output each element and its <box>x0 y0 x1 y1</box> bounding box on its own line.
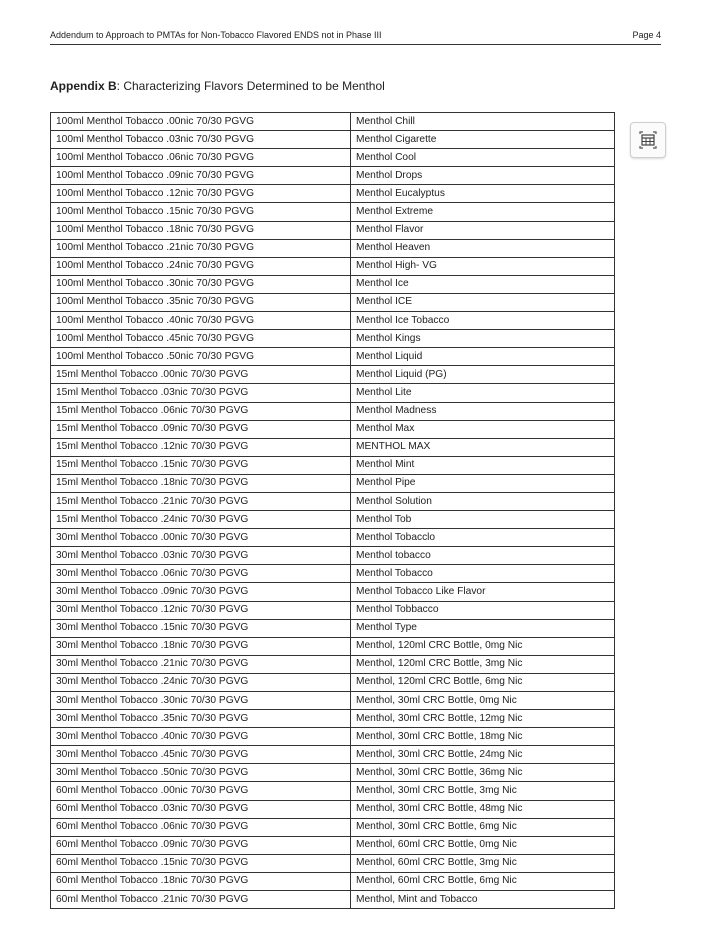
flavor-name-cell: Menthol Eucalyptus <box>351 185 615 203</box>
product-name-cell: 30ml Menthol Tobacco .21nic 70/30 PGVG <box>51 655 351 673</box>
product-name-cell: 15ml Menthol Tobacco .12nic 70/30 PGVG <box>51 438 351 456</box>
flavor-name-cell: Menthol Drops <box>351 167 615 185</box>
table-row <box>51 782 615 800</box>
table-row <box>51 746 615 764</box>
product-name-cell: 100ml Menthol Tobacco .12nic 70/30 PGVG <box>51 185 351 203</box>
table-row <box>51 420 615 438</box>
table-row <box>51 619 615 637</box>
product-name-cell: 60ml Menthol Tobacco .06nic 70/30 PGVG <box>51 818 351 836</box>
flavor-name-cell: Menthol Liquid <box>351 348 615 366</box>
flavor-name-cell: Menthol Ice <box>351 275 615 293</box>
menthol-flavors-table <box>50 112 615 909</box>
flavor-name-cell: Menthol Cigarette <box>351 131 615 149</box>
appendix-description: : Characterizing Flavors Determined to be Menthol <box>116 79 385 93</box>
table-row <box>51 836 615 854</box>
flavor-name-cell: Menthol Solution <box>351 492 615 510</box>
flavor-name-cell: Menthol, 60ml CRC Bottle, 3mg Nic <box>351 854 615 872</box>
flavor-name-cell: Menthol Chill <box>351 113 615 131</box>
product-name-cell: 15ml Menthol Tobacco .18nic 70/30 PGVG <box>51 474 351 492</box>
table-row <box>51 673 615 691</box>
appendix-label: Appendix B <box>50 79 117 93</box>
product-name-cell: 100ml Menthol Tobacco .45nic 70/30 PGVG <box>51 330 351 348</box>
document-title: Addendum to Approach to PMTAs for Non-Tobacco Flavored ENDS not in Phase III <box>50 30 382 40</box>
table-row <box>51 854 615 872</box>
product-name-cell: 15ml Menthol Tobacco .00nic 70/30 PGVG <box>51 366 351 384</box>
product-name-cell: 15ml Menthol Tobacco .24nic 70/30 PGVG <box>51 511 351 529</box>
appendix-heading <box>50 79 385 93</box>
table-row <box>51 547 615 565</box>
product-name-cell: 30ml Menthol Tobacco .35nic 70/30 PGVG <box>51 710 351 728</box>
table-row <box>51 456 615 474</box>
product-name-cell: 100ml Menthol Tobacco .21nic 70/30 PGVG <box>51 239 351 257</box>
flavor-name-cell: Menthol High- VG <box>351 257 615 275</box>
product-name-cell: 15ml Menthol Tobacco .03nic 70/30 PGVG <box>51 384 351 402</box>
table-row <box>51 565 615 583</box>
flavor-name-cell: Menthol, 30ml CRC Bottle, 6mg Nic <box>351 818 615 836</box>
product-name-cell: 30ml Menthol Tobacco .00nic 70/30 PGVG <box>51 529 351 547</box>
product-name-cell: 30ml Menthol Tobacco .45nic 70/30 PGVG <box>51 746 351 764</box>
table-row <box>51 312 615 330</box>
flavor-name-cell: Menthol Tobacco Like Flavor <box>351 583 615 601</box>
flavor-name-cell: Menthol, 120ml CRC Bottle, 3mg Nic <box>351 655 615 673</box>
flavor-name-cell: Menthol, 30ml CRC Bottle, 0mg Nic <box>351 692 615 710</box>
table-row <box>51 474 615 492</box>
flavor-name-cell: Menthol Mint <box>351 456 615 474</box>
table-row <box>51 529 615 547</box>
product-name-cell: 30ml Menthol Tobacco .06nic 70/30 PGVG <box>51 565 351 583</box>
table-row <box>51 511 615 529</box>
table-row <box>51 203 615 221</box>
product-name-cell: 100ml Menthol Tobacco .18nic 70/30 PGVG <box>51 221 351 239</box>
product-name-cell: 100ml Menthol Tobacco .24nic 70/30 PGVG <box>51 257 351 275</box>
table-row <box>51 764 615 782</box>
page-number: Page 4 <box>632 30 661 40</box>
flavor-name-cell: Menthol, 30ml CRC Bottle, 18mg Nic <box>351 728 615 746</box>
flavor-name-cell: Menthol Max <box>351 420 615 438</box>
flavor-name-cell: Menthol Flavor <box>351 221 615 239</box>
table-row <box>51 818 615 836</box>
flavor-name-cell: Menthol, 30ml CRC Bottle, 3mg Nic <box>351 782 615 800</box>
product-name-cell: 30ml Menthol Tobacco .15nic 70/30 PGVG <box>51 619 351 637</box>
flavor-name-cell: Menthol Pipe <box>351 474 615 492</box>
flavor-name-cell: Menthol, 30ml CRC Bottle, 12mg Nic <box>351 710 615 728</box>
table-row <box>51 275 615 293</box>
flavor-name-cell: Menthol Tobacclo <box>351 529 615 547</box>
product-name-cell: 60ml Menthol Tobacco .15nic 70/30 PGVG <box>51 854 351 872</box>
table-icon[interactable] <box>630 122 666 158</box>
flavor-name-cell: Menthol Tob <box>351 511 615 529</box>
table-row <box>51 293 615 311</box>
product-name-cell: 100ml Menthol Tobacco .09nic 70/30 PGVG <box>51 167 351 185</box>
product-name-cell: 100ml Menthol Tobacco .00nic 70/30 PGVG <box>51 113 351 131</box>
table-row <box>51 728 615 746</box>
table-body <box>51 113 615 909</box>
flavor-name-cell: Menthol Type <box>351 619 615 637</box>
flavor-name-cell: Menthol Heaven <box>351 239 615 257</box>
table-row <box>51 366 615 384</box>
flavor-name-cell: Menthol Liquid (PG) <box>351 366 615 384</box>
flavor-name-cell: Menthol, 120ml CRC Bottle, 6mg Nic <box>351 673 615 691</box>
product-name-cell: 15ml Menthol Tobacco .09nic 70/30 PGVG <box>51 420 351 438</box>
flavor-name-cell: Menthol tobacco <box>351 547 615 565</box>
flavor-name-cell: Menthol ICE <box>351 293 615 311</box>
product-name-cell: 30ml Menthol Tobacco .03nic 70/30 PGVG <box>51 547 351 565</box>
table-row <box>51 583 615 601</box>
flavor-name-cell: Menthol Madness <box>351 402 615 420</box>
product-name-cell: 30ml Menthol Tobacco .18nic 70/30 PGVG <box>51 637 351 655</box>
table-row <box>51 167 615 185</box>
product-name-cell: 100ml Menthol Tobacco .40nic 70/30 PGVG <box>51 312 351 330</box>
table-row <box>51 239 615 257</box>
table-row <box>51 131 615 149</box>
product-name-cell: 60ml Menthol Tobacco .03nic 70/30 PGVG <box>51 800 351 818</box>
product-name-cell: 15ml Menthol Tobacco .21nic 70/30 PGVG <box>51 492 351 510</box>
product-name-cell: 100ml Menthol Tobacco .15nic 70/30 PGVG <box>51 203 351 221</box>
table-row <box>51 348 615 366</box>
table-row <box>51 891 615 909</box>
flavor-name-cell: Menthol, 60ml CRC Bottle, 0mg Nic <box>351 836 615 854</box>
table-row <box>51 330 615 348</box>
table-row <box>51 384 615 402</box>
table-row <box>51 402 615 420</box>
flavor-name-cell: MENTHOL MAX <box>351 438 615 456</box>
table-row <box>51 800 615 818</box>
product-name-cell: 30ml Menthol Tobacco .30nic 70/30 PGVG <box>51 692 351 710</box>
flavor-name-cell: Menthol Lite <box>351 384 615 402</box>
product-name-cell: 100ml Menthol Tobacco .30nic 70/30 PGVG <box>51 275 351 293</box>
flavor-name-cell: Menthol Kings <box>351 330 615 348</box>
flavor-name-cell: Menthol Ice Tobacco <box>351 312 615 330</box>
product-name-cell: 60ml Menthol Tobacco .18nic 70/30 PGVG <box>51 872 351 890</box>
table-grid-icon <box>637 129 659 151</box>
product-name-cell: 60ml Menthol Tobacco .09nic 70/30 PGVG <box>51 836 351 854</box>
table-row <box>51 637 615 655</box>
product-name-cell: 100ml Menthol Tobacco .06nic 70/30 PGVG <box>51 149 351 167</box>
product-name-cell: 15ml Menthol Tobacco .15nic 70/30 PGVG <box>51 456 351 474</box>
page-header <box>50 30 661 45</box>
flavor-name-cell: Menthol, 30ml CRC Bottle, 24mg Nic <box>351 746 615 764</box>
table-row <box>51 221 615 239</box>
flavor-name-cell: Menthol, 60ml CRC Bottle, 6mg Nic <box>351 872 615 890</box>
table-row <box>51 149 615 167</box>
flavor-name-cell: Menthol, 120ml CRC Bottle, 0mg Nic <box>351 637 615 655</box>
product-name-cell: 30ml Menthol Tobacco .24nic 70/30 PGVG <box>51 673 351 691</box>
product-name-cell: 15ml Menthol Tobacco .06nic 70/30 PGVG <box>51 402 351 420</box>
flavor-name-cell: Menthol, 30ml CRC Bottle, 36mg Nic <box>351 764 615 782</box>
flavor-name-cell: Menthol Cool <box>351 149 615 167</box>
table-row <box>51 438 615 456</box>
product-name-cell: 60ml Menthol Tobacco .21nic 70/30 PGVG <box>51 891 351 909</box>
table-row <box>51 185 615 203</box>
flavor-name-cell: Menthol, Mint and Tobacco <box>351 891 615 909</box>
product-name-cell: 30ml Menthol Tobacco .09nic 70/30 PGVG <box>51 583 351 601</box>
table-row <box>51 492 615 510</box>
product-name-cell: 100ml Menthol Tobacco .35nic 70/30 PGVG <box>51 293 351 311</box>
product-name-cell: 100ml Menthol Tobacco .03nic 70/30 PGVG <box>51 131 351 149</box>
table-row <box>51 257 615 275</box>
product-name-cell: 30ml Menthol Tobacco .40nic 70/30 PGVG <box>51 728 351 746</box>
flavor-name-cell: Menthol Extreme <box>351 203 615 221</box>
flavor-name-cell: Menthol Tobacco <box>351 565 615 583</box>
table-row <box>51 113 615 131</box>
flavor-name-cell: Menthol, 30ml CRC Bottle, 48mg Nic <box>351 800 615 818</box>
product-name-cell: 30ml Menthol Tobacco .12nic 70/30 PGVG <box>51 601 351 619</box>
product-name-cell: 30ml Menthol Tobacco .50nic 70/30 PGVG <box>51 764 351 782</box>
table-row <box>51 872 615 890</box>
table-row <box>51 655 615 673</box>
flavor-name-cell: Menthol Tobbacco <box>351 601 615 619</box>
table-row <box>51 710 615 728</box>
product-name-cell: 100ml Menthol Tobacco .50nic 70/30 PGVG <box>51 348 351 366</box>
table-row <box>51 601 615 619</box>
table-row <box>51 692 615 710</box>
product-name-cell: 60ml Menthol Tobacco .00nic 70/30 PGVG <box>51 782 351 800</box>
